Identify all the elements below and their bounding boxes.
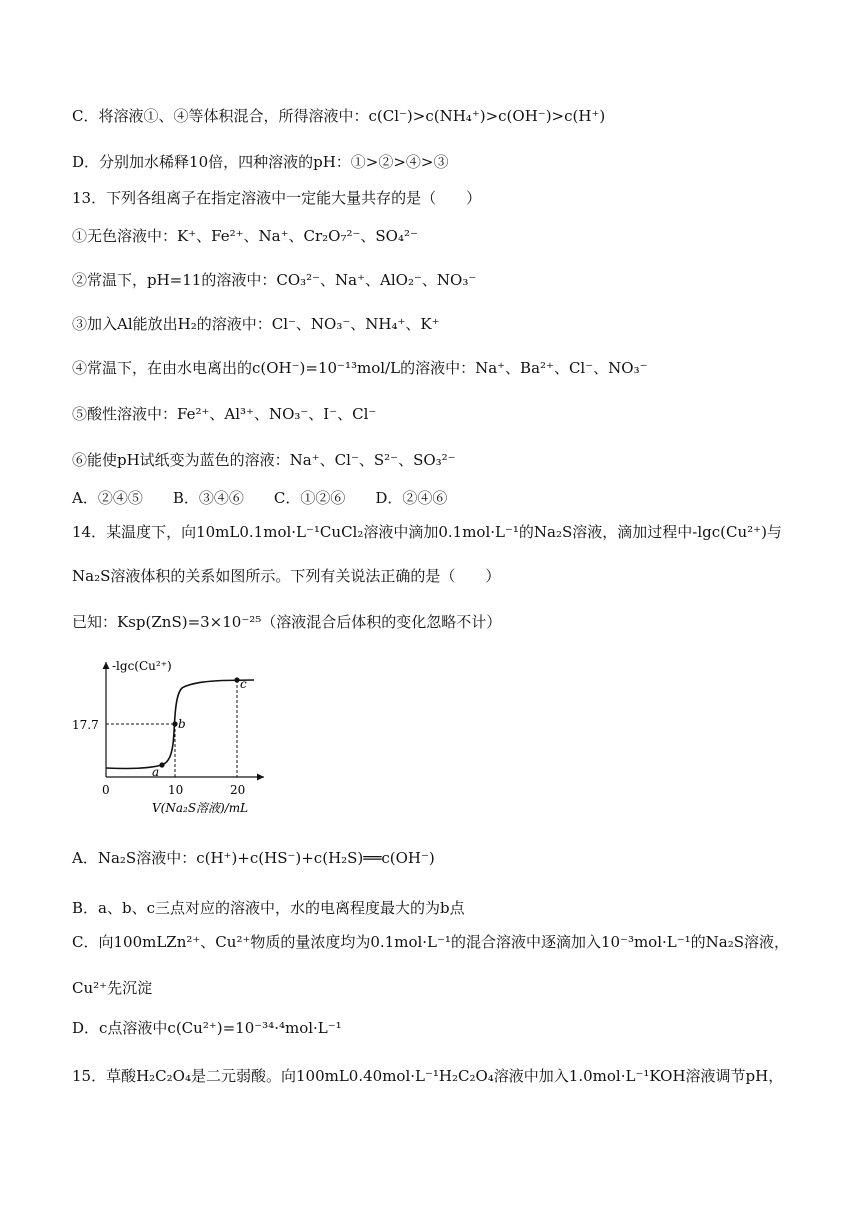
y-label: -lgc(Cu²⁺) <box>112 659 172 673</box>
q14-option-c-cont: Cu²⁺先沉淀 <box>72 979 153 997</box>
label-c: c <box>240 677 247 691</box>
q14-option-c: C．向100mLZn²⁺、Cu²⁺物质的量浓度均为0.1mol·L⁻¹的混合溶液中逐滴加入10⁻³mol·L⁻¹的Na₂S溶液， <box>72 933 790 951</box>
q13-choices: A．②④⑤ B．③④⑥ C．①②⑥ D．②④⑥ <box>72 489 448 507</box>
q14-given: 已知：Ksp(ZnS)=3×10⁻²⁵（溶液混合后体积的变化忽略不计） <box>72 613 502 631</box>
q14-option-a: A．Na₂S溶液中：c(H⁺)+c(HS⁻)+c(H₂S)══c(OH⁻) <box>72 849 435 867</box>
q13-item-3: ③加入Al能放出H₂的溶液中：Cl⁻、NO₃⁻、NH₄⁺、K⁺ <box>72 315 440 333</box>
label-b: b <box>178 717 186 731</box>
q13-item-4: ④常温下，在由水电离出的c(OH⁻)=10⁻¹³mol/L的溶液中：Na⁺、Ba²⁺、Cl⁻、NO₃⁻ <box>72 359 648 377</box>
titration-chart <box>72 652 292 822</box>
question-15: 15．草酸H₂C₂O₄是二元弱酸。向100mL0.40mol·L⁻¹H₂C₂O₄溶液中加入1.0mol·L⁻¹KOH溶液调节pH， <box>72 1067 784 1085</box>
x-tick-0: 0 <box>102 783 110 797</box>
y-tick-17-7: 17.7 <box>72 718 99 732</box>
question-13: 13．下列各组离子在指定溶液中一定能大量共存的是（ ） <box>72 189 482 207</box>
q14-option-d: D．c点溶液中c(Cu²⁺)=10⁻³⁴·⁴mol·L⁻¹ <box>72 1019 342 1037</box>
question-14-cont: Na₂S溶液体积的关系如图所示。下列有关说法正确的是（ ） <box>72 567 501 585</box>
point-a <box>159 762 164 767</box>
option-d-12: D．分别加水稀释10倍，四种溶液的pH：①>②>④>③ <box>72 153 449 171</box>
point-b <box>172 721 177 726</box>
option-c-12: C．将溶液①、④等体积混合，所得溶液中：c(Cl⁻)>c(NH₄⁺)>c(OH⁻)>c(H⁺) <box>72 107 606 125</box>
x-tick-10: 10 <box>168 783 184 797</box>
x-label: V(Na₂S溶液)/mL <box>152 801 249 815</box>
q14-option-b: B．a、b、c三点对应的溶液中，水的电离程度最大的为b点 <box>72 899 465 917</box>
q13-item-5: ⑤酸性溶液中：Fe²⁺、Al³⁺、NO₃⁻、I⁻、Cl⁻ <box>72 405 377 423</box>
q13-item-1: ①无色溶液中：K⁺、Fe²⁺、Na⁺、Cr₂O₇²⁻、SO₄²⁻ <box>72 227 418 245</box>
x-tick-20: 20 <box>230 783 246 797</box>
question-14: 14．某温度下，向10mL0.1mol·L⁻¹CuCl₂溶液中滴加0.1mol·L⁻¹的Na₂S溶液，滴加过程中-lgc(Cu²⁺)与 <box>72 523 782 541</box>
point-c <box>234 677 239 682</box>
label-a: a <box>152 765 160 779</box>
q13-item-6: ⑥能使pH试纸变为蓝色的溶液：Na⁺、Cl⁻、S²⁻、SO₃²⁻ <box>72 451 456 469</box>
q13-item-2: ②常温下，pH=11的溶液中：CO₃²⁻、Na⁺、AlO₂⁻、NO₃⁻ <box>72 271 477 289</box>
